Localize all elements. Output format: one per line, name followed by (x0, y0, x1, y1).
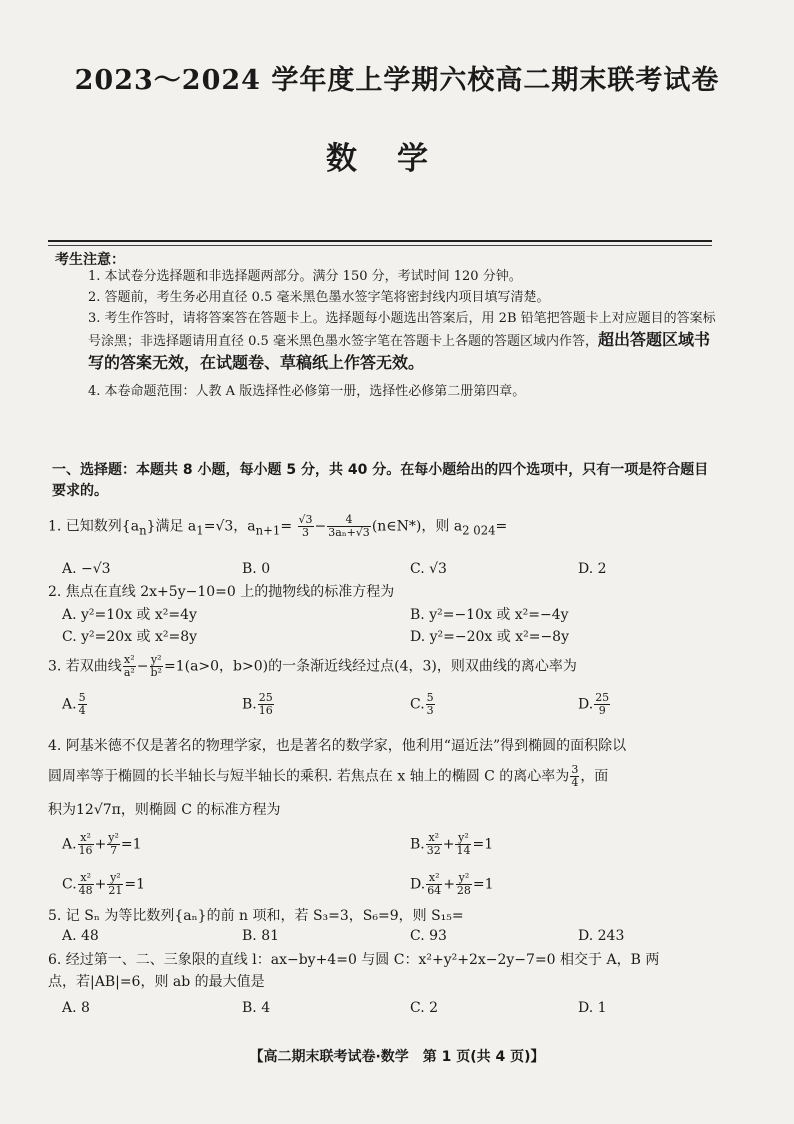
exam-title: 2023～2024 学年度上学期六校高二期末联考试卷 (74, 65, 720, 96)
q2-option-b: B. y²=−10x 或 x²=−4y (410, 607, 569, 623)
q4-a-label: A. (62, 836, 77, 853)
q4-c-yd: 21 (108, 884, 123, 897)
q1-sub-1: 1 (196, 523, 204, 538)
q4-d-yn: y² (456, 872, 472, 885)
q3-c-label: C. (410, 696, 425, 713)
q2-option-d: D. y²=−20x 或 x²=−8y (410, 629, 570, 645)
divider-thin (48, 245, 712, 246)
q1-text-e: (n∈N*)，则 a (371, 518, 463, 535)
q3-c-den: 3 (426, 704, 434, 717)
q5-option-b: B. 81 (242, 928, 280, 944)
notice-item-2: 2. 答题前，考生务必用直径 0.5 毫米黑色墨水签字笔将密封线内项目填写清楚。 (88, 290, 550, 305)
notice-emphasis: 超出答题区域书写的答案无效，在试题卷、草稿纸上作答无效。 (88, 330, 710, 372)
notice-heading: 考生注意： (55, 252, 125, 268)
q3-d-num: 25 (595, 691, 610, 704)
q4-c-xn: x² (78, 872, 94, 885)
question-4-line-3: 积为12√7π，则椭圆 C 的标准方程为 (48, 802, 281, 818)
question-6-line-1: 6. 经过第一、二、三象限的直线 l：ax−by+4=0 与圆 C：x²+y²+2x−2y−7=0 相交于 A，B 两 (48, 952, 660, 968)
question-4-line-1: 4. 阿基米德不仅是著名的物理学家，也是著名的数学家，他利用“逼近法”得到椭圆的面积除以 (48, 738, 627, 754)
q4-option-c (62, 872, 145, 897)
q4-d-xd: 64 (427, 884, 442, 897)
q4-b-yn: y² (455, 832, 471, 845)
q3-option-c (410, 692, 436, 717)
q4-a-frac-x (78, 832, 94, 857)
q4-a-xd: 16 (78, 844, 93, 857)
q1-minus: − (314, 518, 327, 535)
q3-minus: − (136, 658, 149, 675)
q3-option-a (62, 692, 88, 717)
q3-d-label: D. (578, 696, 594, 713)
q1-frac-2 (327, 514, 371, 539)
q3-text-a: 3. 若双曲线 (48, 658, 122, 675)
q6-option-c: C. 2 (410, 1000, 439, 1016)
q1-text-c: =√3，a (203, 518, 256, 535)
q4-c-eq: =1 (124, 876, 146, 893)
notice-list (88, 266, 718, 402)
q1-text-b: }满足 a (146, 518, 197, 535)
q1-option-b: B. 0 (242, 561, 271, 577)
q1-option-c: C. √3 (410, 561, 447, 577)
q6-option-b: B. 4 (242, 1000, 271, 1016)
notice-item-1: 1. 本试卷分选择题和非选择题两部分。满分 150 分，考试时间 120 分钟。 (88, 269, 522, 284)
q4-c-plus: + (94, 876, 107, 893)
question-2: 2. 焦点在直线 2x+5y−10=0 上的抛物线的标准方程为 (48, 584, 395, 600)
q1-frac2-num: 4 (327, 514, 371, 527)
q4-b-xd: 32 (426, 844, 441, 857)
divider-thick (48, 240, 712, 242)
q3-c-frac (426, 692, 435, 717)
q4-b-label: B. (410, 836, 425, 853)
q3-b-num: 25 (258, 691, 273, 704)
q3-a-den: 4 (78, 704, 86, 717)
q4-c-yn: y² (107, 872, 123, 885)
q4-b-frac-y (455, 832, 471, 857)
question-1 (48, 514, 728, 541)
q1-option-d: D. 2 (578, 561, 607, 577)
q4-line2-tail: ，面 (580, 768, 609, 785)
q4-b-xn: x² (426, 832, 442, 845)
q4-line2-text: 圆周率等于椭圆的长半轴长与短半轴长的乘积. 若焦点在 x 轴上的椭圆 C 的离心率为 (48, 768, 570, 785)
q4-a-eq: =1 (120, 836, 142, 853)
q5-option-d: D. 243 (578, 928, 625, 944)
q4-ecc-den: 4 (571, 776, 579, 789)
q3-d-frac (594, 692, 610, 717)
q4-d-xn: x² (426, 872, 442, 885)
q5-option-a: A. 48 (62, 928, 99, 944)
q3-a-frac (78, 692, 87, 717)
q4-c-label: C. (62, 876, 77, 893)
q1-text-f: = (495, 518, 508, 535)
q3-frac1-den: a² (123, 666, 135, 679)
q1-sub-2024: 2 024 (462, 523, 496, 538)
q4-b-plus: + (442, 836, 455, 853)
notice-item-3-text: 3. 考生作答时，请将答案答在答题卡上。选择题每小题选出答案后，用 2B 铅笔把答题卡上对应题目的答案标号涂黑；非选择题请用直径 0.5 毫米黑色墨水签字笔在答题卡上各题的答题区域内作答， (88, 311, 716, 349)
q4-option-a (62, 832, 142, 857)
q4-d-plus: + (443, 876, 455, 893)
q3-text-b: =1(a>0，b>0)的一条渐近线经过点(4，3)，则双曲线的离心率为 (163, 658, 577, 675)
q3-frac2-den: b² (150, 666, 162, 679)
q3-a-label: A. (62, 696, 77, 713)
q4-c-xd: 48 (78, 884, 93, 897)
q1-text-d: = (280, 518, 293, 535)
q1-frac2-den: 3aₙ+√3 (328, 526, 370, 539)
q4-b-yd: 14 (456, 844, 471, 857)
q4-a-yn: y² (108, 831, 119, 844)
q4-option-b (410, 832, 493, 857)
q3-frac1-num: x² (123, 653, 135, 666)
q4-option-d (410, 872, 494, 897)
q3-a-num: 5 (78, 691, 86, 704)
notice-item-3 (88, 308, 718, 375)
q2-option-c: C. y²=20x 或 x²=8y (62, 629, 198, 645)
q3-c-num: 5 (426, 691, 434, 704)
q1-text-a: 1. 已知数列{a (48, 518, 140, 535)
q6-option-a: A. 8 (62, 1000, 90, 1016)
q4-a-xn: x² (78, 832, 94, 845)
q3-d-den: 9 (598, 704, 606, 717)
q4-b-eq: =1 (472, 836, 494, 853)
question-5: 5. 记 Sₙ 为等比数列{aₙ}的前 n 项和，若 S₃=3，S₆=9，则 S₁₅= (48, 908, 464, 924)
question-3 (48, 654, 728, 679)
q2-option-a: A. y²=10x 或 x²=4y (62, 607, 197, 623)
q3-b-label: B. (242, 696, 257, 713)
q1-frac-1 (298, 514, 314, 539)
section-heading: 一、选择题：本题共 8 小题，每小题 5 分，共 40 分。在每小题给出的四个选项中，只有一项是符合题目要求的。 (52, 462, 709, 499)
question-6-line-2: 点，若|AB|=6，则 ab 的最大值是 (48, 974, 265, 990)
q3-frac2-num: y² (150, 653, 162, 666)
q3-b-frac (258, 692, 274, 717)
q4-d-frac-x (426, 872, 442, 897)
q1-frac1-num: √3 (298, 513, 313, 526)
q1-sub-n: n (139, 523, 147, 538)
q1-option-a: A. −√3 (62, 561, 111, 577)
q4-a-plus: + (94, 836, 107, 853)
q4-d-frac-y (456, 872, 472, 897)
q4-c-frac-y (107, 872, 123, 897)
q4-d-eq: =1 (472, 876, 494, 893)
q4-b-frac-x (426, 832, 442, 857)
q6-option-d: D. 1 (578, 1000, 607, 1016)
q3-option-b (242, 692, 275, 717)
page-footer: 【高二期末联考试卷·数学 第 1 页(共 4 页)】 (249, 1049, 545, 1065)
q4-a-yd: 7 (110, 844, 118, 857)
q4-ecc-num: 3 (571, 763, 579, 776)
q1-frac1-den: 3 (302, 526, 310, 539)
q4-ecc-frac (570, 764, 579, 789)
q3-b-den: 16 (258, 704, 273, 717)
q3-frac-2 (150, 654, 163, 679)
notice-item-4: 4. 本卷命题范围：人教 A 版选择性必修第一册，选择性必修第二册第四章。 (88, 384, 526, 399)
subject-title: 数学 (326, 141, 468, 177)
question-4-line-2 (48, 764, 728, 789)
q5-option-c: C. 93 (410, 928, 447, 944)
q1-sub-n1: n+1 (255, 523, 281, 538)
q4-a-frac-y (107, 832, 120, 857)
q4-d-yd: 28 (456, 884, 471, 897)
q3-option-d (578, 692, 611, 717)
q3-frac-1 (123, 654, 136, 679)
q4-d-label: D. (410, 876, 426, 893)
q4-c-frac-x (78, 872, 94, 897)
